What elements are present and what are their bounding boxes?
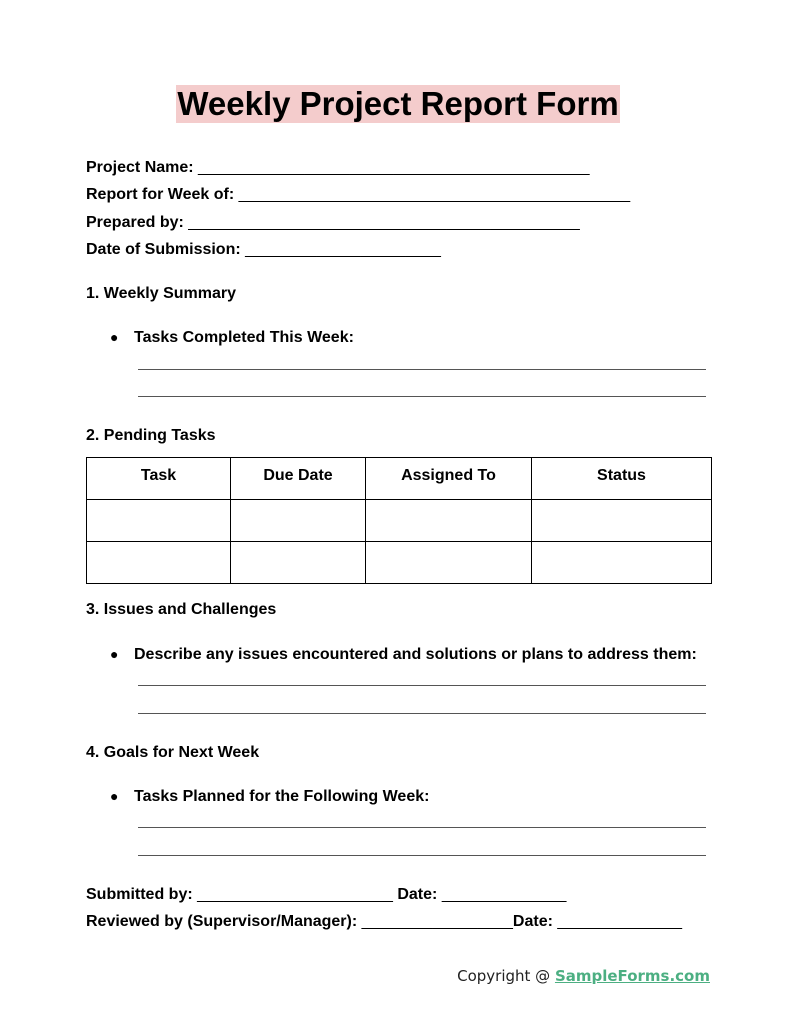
- submitted-date-label: Date:: [397, 886, 438, 903]
- submission-date-blank[interactable]: ______________________: [245, 241, 441, 258]
- table-cell[interactable]: [532, 500, 712, 542]
- goals-heading: 4. Goals for Next Week: [86, 744, 260, 761]
- report-week-field[interactable]: [86, 185, 630, 205]
- column-header-status: Status: [532, 458, 712, 500]
- issues-heading: 3. Issues and Challenges: [86, 601, 277, 618]
- writing-line[interactable]: [138, 827, 706, 828]
- table-cell[interactable]: [87, 542, 231, 584]
- writing-line[interactable]: [138, 685, 706, 686]
- report-week-blank[interactable]: ____________________________________________: [238, 186, 631, 203]
- table-cell[interactable]: [532, 542, 712, 584]
- copyright-prefix: Copyright @: [457, 967, 555, 985]
- report-week-label: Report for Week of:: [86, 186, 235, 203]
- tasks-completed-bullet: [110, 327, 354, 348]
- writing-line[interactable]: [138, 713, 706, 714]
- table-row: [87, 500, 712, 542]
- reviewed-by-blank[interactable]: _________________: [361, 913, 513, 930]
- reviewed-by-label: Reviewed by (Supervisor/Manager):: [86, 913, 358, 930]
- goals-label: Tasks Planned for the Following Week:: [134, 788, 430, 805]
- project-name-label: Project Name:: [86, 159, 194, 176]
- writing-line[interactable]: [138, 369, 706, 370]
- table-cell[interactable]: [231, 500, 366, 542]
- table-cell[interactable]: [366, 542, 532, 584]
- reviewed-date-blank[interactable]: ______________: [557, 913, 682, 930]
- weekly-summary-heading: 1. Weekly Summary: [86, 285, 237, 302]
- pending-tasks-table: [86, 457, 712, 584]
- column-header-assigned-to: Assigned To: [366, 458, 532, 500]
- submission-date-label: Date of Submission:: [86, 241, 241, 258]
- goals-bullet: [110, 786, 429, 807]
- reviewed-by-field[interactable]: [86, 912, 682, 932]
- tasks-completed-label: Tasks Completed This Week:: [134, 329, 354, 346]
- bullet-icon: ●: [110, 646, 119, 662]
- table-cell[interactable]: [366, 500, 532, 542]
- writing-line[interactable]: [138, 396, 706, 397]
- bullet-icon: ●: [110, 329, 119, 345]
- project-name-blank[interactable]: ____________________________________________: [198, 159, 590, 176]
- column-header-due-date: Due Date: [231, 458, 366, 500]
- prepared-by-field[interactable]: [86, 213, 580, 233]
- column-header-task: Task: [87, 458, 231, 500]
- issues-bullet: [110, 644, 697, 665]
- table-header-row: [87, 458, 712, 500]
- prepared-by-blank[interactable]: ____________________________________________: [188, 214, 580, 231]
- submitted-date-blank[interactable]: ______________: [441, 886, 567, 903]
- writing-line[interactable]: [138, 855, 706, 856]
- table-row: [87, 542, 712, 584]
- sampleforms-link[interactable]: SampleForms.com: [554, 967, 710, 985]
- project-name-field[interactable]: [86, 158, 590, 178]
- prepared-by-label: Prepared by:: [86, 214, 184, 231]
- submission-date-field[interactable]: [86, 240, 441, 260]
- issues-label: Describe any issues encountered and solutions or plans to address them:: [134, 646, 697, 663]
- submitted-by-field[interactable]: [86, 885, 566, 905]
- table-cell[interactable]: [231, 542, 366, 584]
- submitted-by-label: Submitted by:: [86, 886, 193, 903]
- pending-tasks-heading: 2. Pending Tasks: [86, 427, 216, 444]
- page-title: Weekly Project Report Form: [177, 85, 619, 122]
- table-cell[interactable]: [87, 500, 231, 542]
- title-wrapper: [0, 85, 796, 123]
- bullet-icon: ●: [110, 788, 119, 804]
- copyright-notice: [457, 966, 710, 986]
- reviewed-date-label: Date:: [512, 913, 553, 930]
- submitted-by-blank[interactable]: ______________________: [197, 886, 393, 903]
